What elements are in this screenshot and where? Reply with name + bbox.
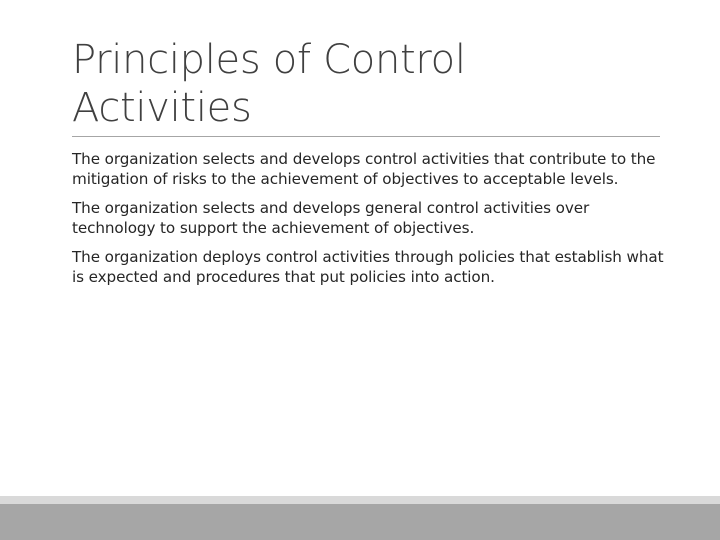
slide-body — [72, 150, 672, 297]
body-paragraph-1: The organization selects and develops control activities that contribute to the mitigation of risks to the achievement of objectives to acceptable levels. — [72, 150, 656, 188]
footer-band-light — [0, 496, 720, 504]
body-paragraph-3: The organization deploys control activities through policies that establish what is expected and procedures that put policies into action. — [72, 248, 664, 286]
slide-title: Principles of Control Activities — [72, 37, 466, 131]
footer-band-dark — [0, 504, 720, 540]
title-divider — [72, 136, 660, 137]
body-paragraph-2: The organization selects and develops general control activities over technology to support the achievement of objectives. — [72, 199, 590, 237]
